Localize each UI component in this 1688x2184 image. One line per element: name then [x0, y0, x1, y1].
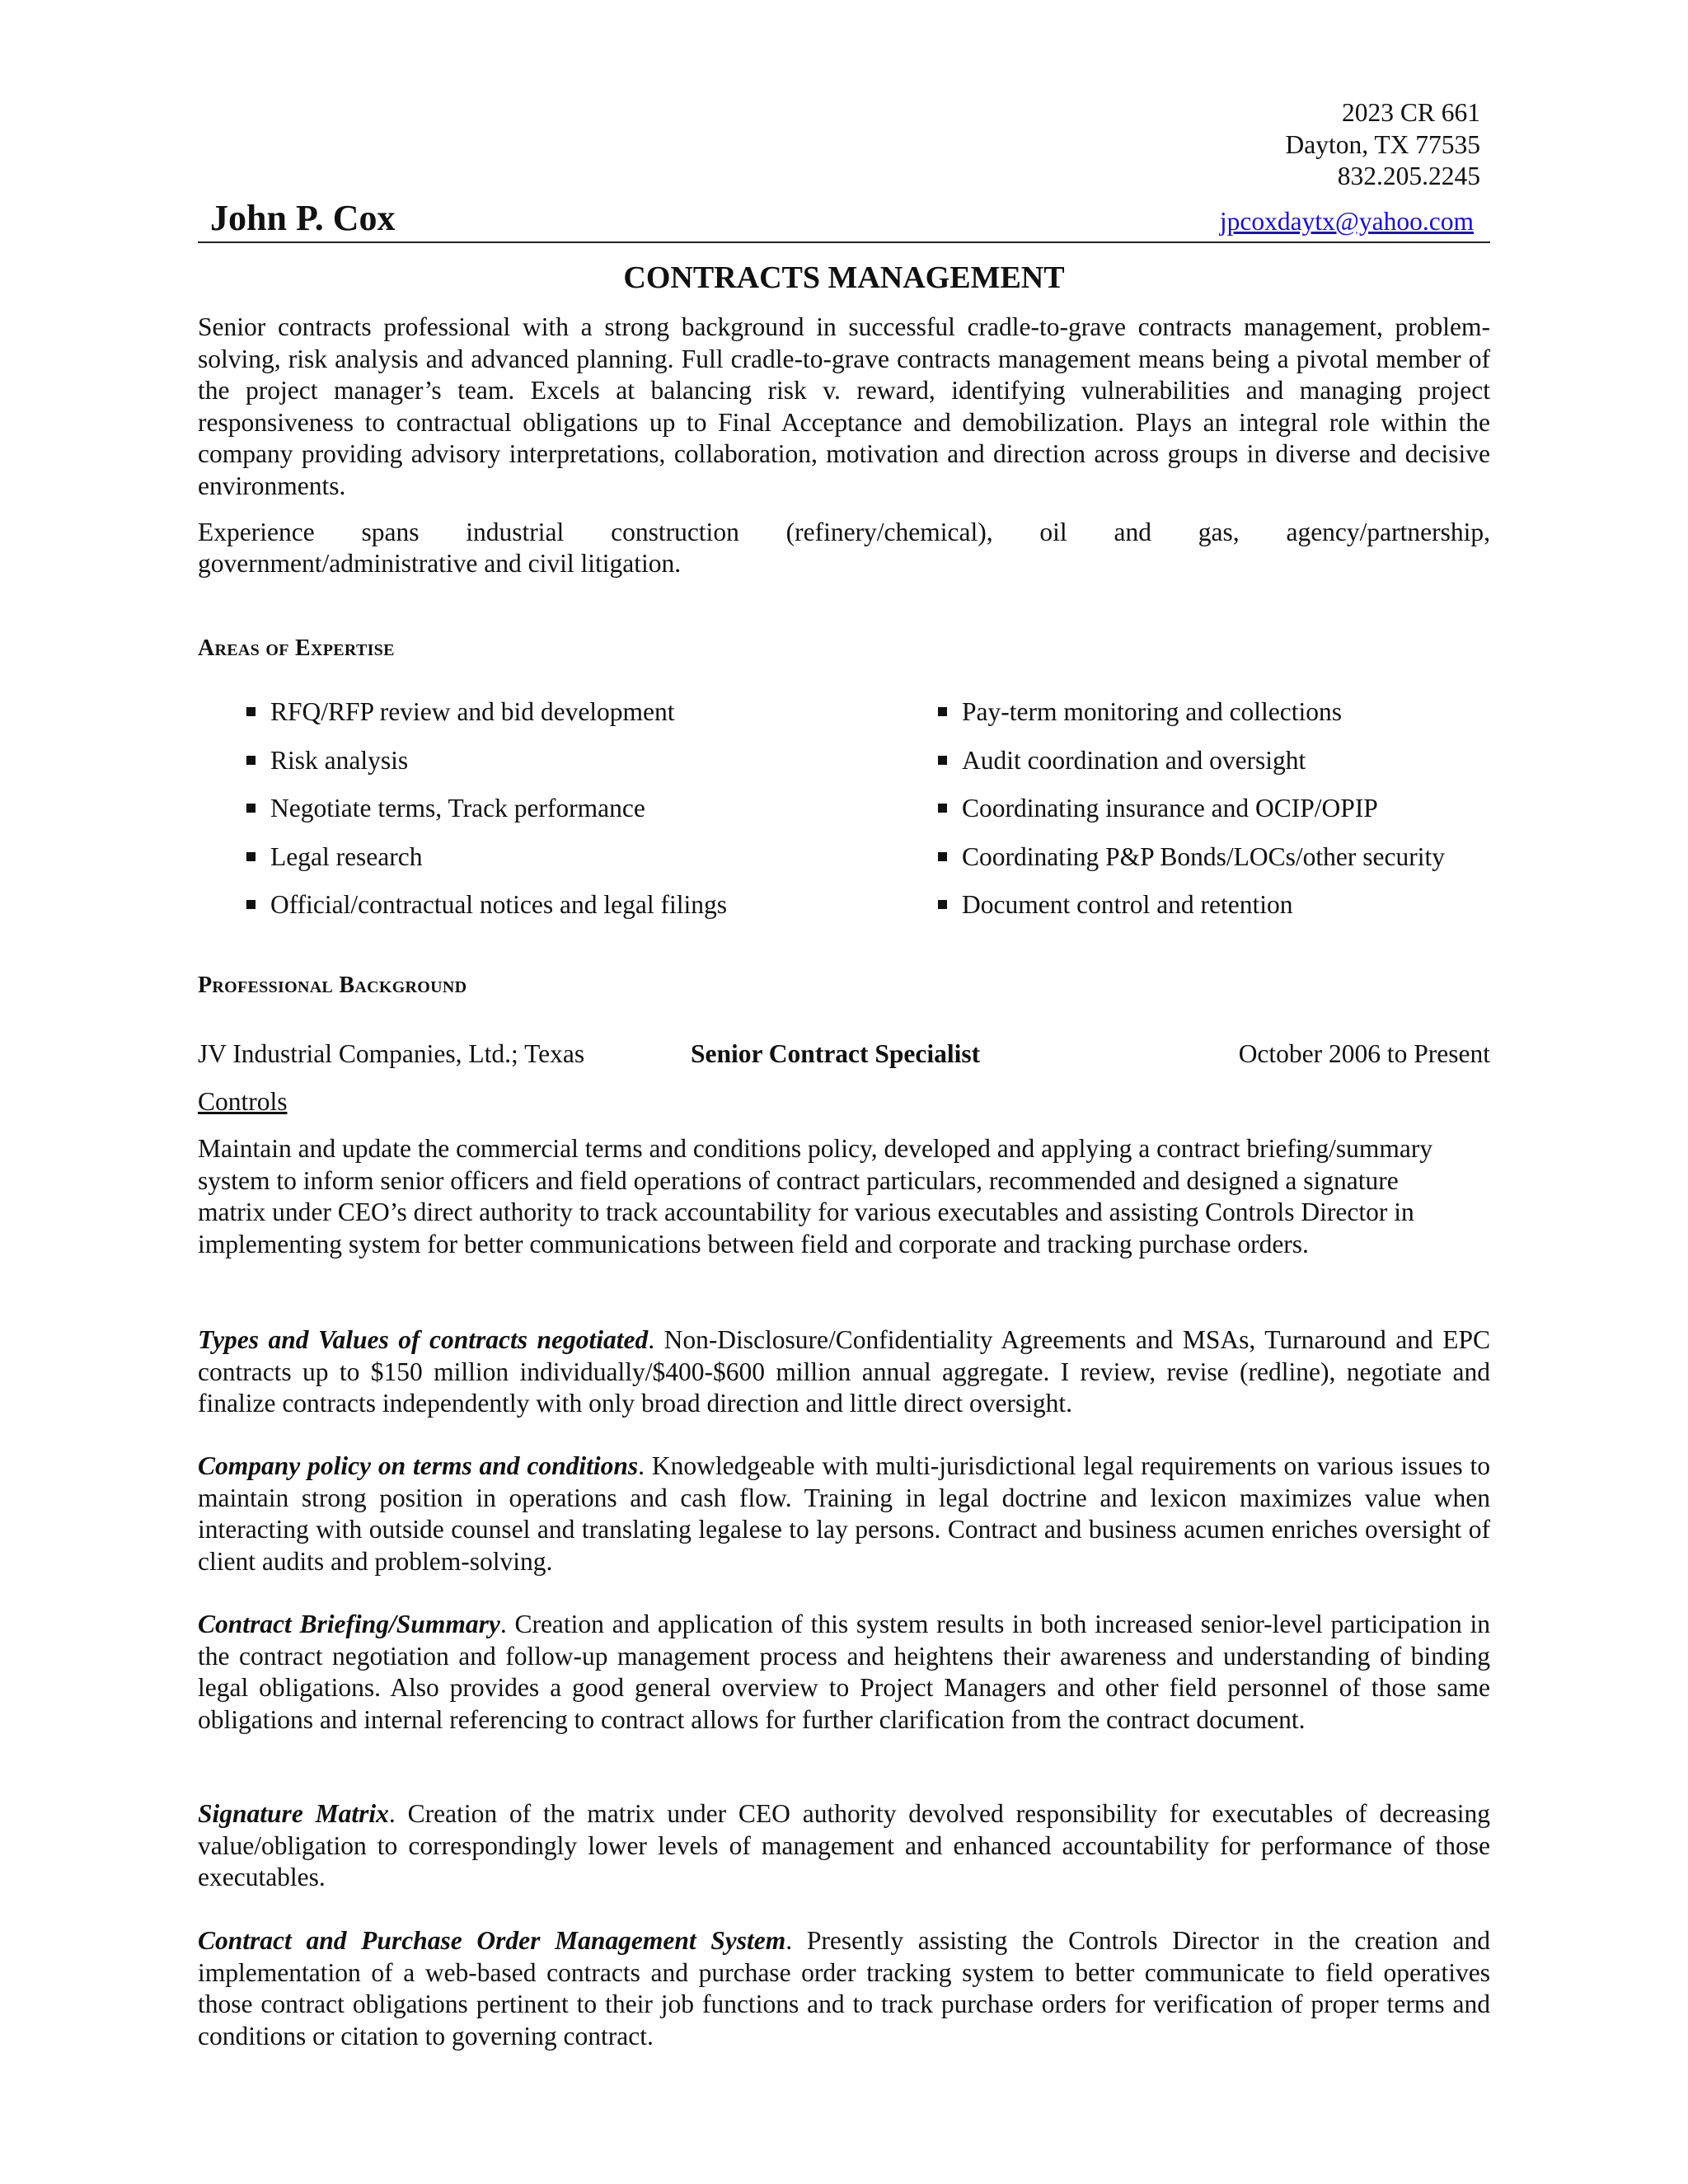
job-title: Senior Contract Specialist [691, 1039, 981, 1068]
job-intro-paragraph: Maintain and update the commercial terms and conditions policy, developed and applying a contract briefing/summary system to inform senior officers and field operations of contract particulars, recommended and designed a signature matrix under CEO’s direct authority to track accountability for various executables and assisting Controls Director in implementing system for better communications between field and corporate and tracking purchase orders. [198, 1134, 1433, 1258]
department-label: Controls [198, 1087, 288, 1116]
item-text: . Creation of the matrix under CEO authority devolved responsibility for executables of decreasing value/obligation to correspondingly lower levels of management and enhanced accountability for performance of those executables. [198, 1799, 1490, 1891]
list-item: Risk analysis [221, 745, 727, 777]
contact-address [1285, 97, 1480, 193]
header-divider [198, 241, 1490, 243]
address-line-1: 2023 CR 661 [1341, 98, 1480, 127]
experience-line-2: government/administrative and civil litigation. [198, 549, 682, 578]
experience-line-1: Experience spans industrial construction (refinery/chemical), oil and gas, agency/partnership, [198, 518, 1490, 546]
company-name: JV Industrial Companies, Ltd.; Texas [198, 1039, 585, 1068]
bullet-icon [938, 852, 947, 861]
item-lead: Contract Briefing/Summary [198, 1610, 500, 1638]
bullet-icon [246, 804, 256, 813]
summary-paragraph: Senior contracts professional with a strong background in successful cradle-to-grave contracts management, problem-solving, risk analysis and advanced planning. Full cradle-to-grave contracts management means being a pivotal member of the project manager’s team. Excels at balancing risk v. reward, identifying vulnerabilities and managing project responsiveness to contractual obligations up to Final Acceptance and demobilization. Plays an integral role within the company providing advisory interpretations, collaboration, motivation and direction across groups in diverse and decisive environments. [198, 312, 1490, 500]
list-item: Document control and retention [912, 889, 1445, 921]
item-text: . Creation and application of this system results in both increased senior-level participation in the contract negotiation and follow-up management process and heightens their awareness and understanding of binding legal obligations. Also provides a good general overview to Project Managers and other field personnel of those same obligations and internal referencing to contract allows for further clarification from the contract document. [198, 1610, 1490, 1734]
expertise-list-left [221, 696, 727, 938]
job-item-paragraph [198, 1324, 1490, 1420]
email-link[interactable]: jpcoxdaytx@yahoo.com [1219, 207, 1474, 236]
bullet-icon [246, 707, 256, 716]
page-title: CONTRACTS MANAGEMENT [623, 260, 1065, 295]
list-item: RFQ/RFP review and bid development [221, 696, 727, 729]
item-lead: Contract and Purchase Order Management System [198, 1926, 786, 1955]
phone-number: 832.205.2245 [1337, 162, 1480, 190]
job-dates: October 2006 to Present [1238, 1039, 1490, 1068]
list-item: Audit coordination and oversight [912, 745, 1445, 777]
item-text: . Knowledgeable with multi-jurisdictional legal requirements on various issues to maintain strong position in operations and cash flow. Training in legal doctrine and lexicon maximizes value when interacting with outside counsel and translating legalese to lay persons. Contract and business acumen enriches oversight of client audits and problem-solving. [198, 1451, 1490, 1576]
job-item-paragraph [198, 1451, 1490, 1577]
item-lead: Types and Values of contracts negotiated [198, 1325, 649, 1354]
item-lead: Company policy on terms and conditions [198, 1451, 639, 1480]
list-item: Legal research [221, 841, 727, 874]
item-lead: Signature Matrix [198, 1799, 389, 1828]
bullet-icon [938, 900, 947, 909]
list-item: Coordinating insurance and OCIP/OPIP [912, 793, 1445, 825]
item-text: . Non-Disclosure/Confidentiality Agreements and MSAs, Turnaround and EPC contracts up to $150 million individually/$400-$600 million annual aggregate. I review, revise (redline), negotiate and finalize contracts independently with only broad direction and little direct oversight. [198, 1325, 1490, 1418]
job-item-paragraph [198, 1925, 1490, 2052]
item-text: . Presently assisting the Controls Director in the creation and implementation of a web-based contracts and purchase order tracking system to better communicate to field operatives those contract obligations pertinent to their job functions and to track purchase orders for verification of proper terms and conditions or citation to governing contract. [198, 1926, 1490, 2050]
address-line-2: Dayton, TX 77535 [1285, 129, 1480, 159]
list-item: Pay-term monitoring and collections [912, 696, 1445, 729]
list-item: Negotiate terms, Track performance [221, 793, 727, 825]
job-header [198, 1038, 1490, 1071]
bullet-icon [938, 707, 947, 716]
bullet-icon [938, 756, 947, 765]
bullet-icon [938, 804, 947, 813]
expertise-list-right [912, 696, 1445, 938]
bullet-icon [246, 852, 256, 861]
expertise-heading: Areas of Expertise [198, 635, 395, 661]
background-heading: Professional Background [198, 972, 467, 998]
job-item-paragraph [198, 1609, 1490, 1736]
list-item: Official/contractual notices and legal filings [221, 889, 727, 921]
candidate-name: John P. Cox [210, 198, 396, 238]
bullet-icon [246, 900, 256, 909]
list-item: Coordinating P&P Bonds/LOCs/other security [912, 841, 1445, 874]
job-item-paragraph [198, 1798, 1490, 1894]
bullet-icon [246, 756, 256, 765]
